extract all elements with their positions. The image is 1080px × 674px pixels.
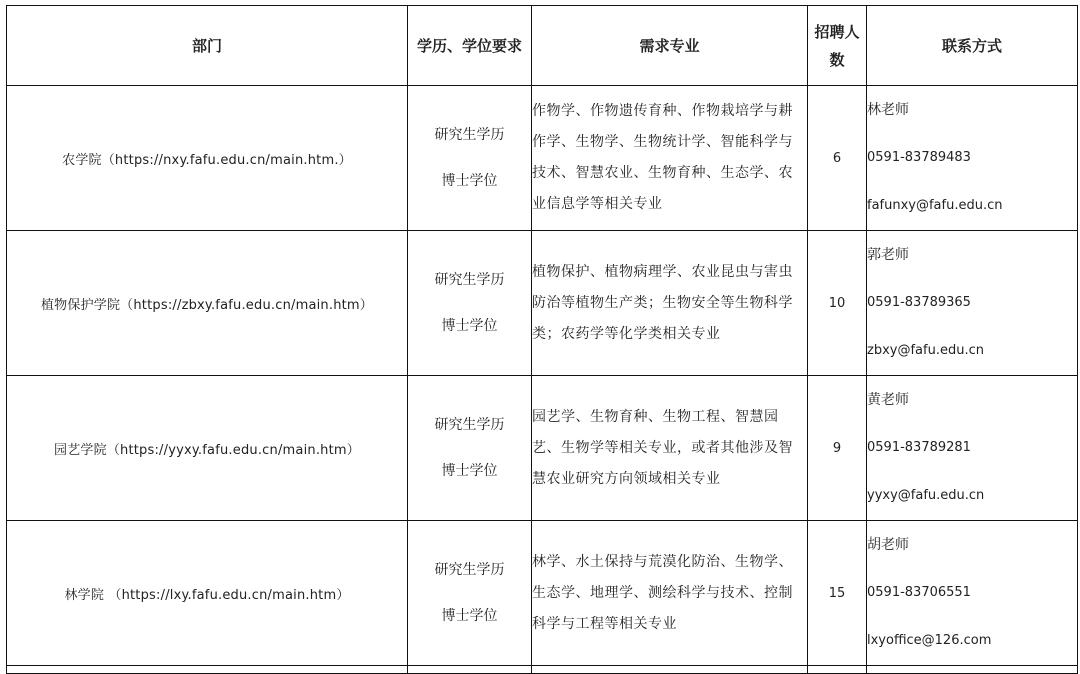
count-cell: 10: [808, 231, 867, 376]
contact-email: zbxy@fafu.edu.cn: [867, 343, 984, 358]
contact-email: fafunxy@fafu.edu.cn: [867, 198, 1003, 213]
contact-cell: [867, 231, 1078, 376]
dept-cell: 园艺学院（https://yyxy.fafu.edu.cn/main.htm）: [7, 376, 408, 521]
contact-name: 林老师: [867, 102, 909, 118]
edu-degree: 研究生学历: [434, 562, 505, 578]
contact-phone: 0591-83789281: [867, 440, 971, 455]
partial-cell: [808, 666, 867, 674]
recruitment-table: [6, 5, 1078, 674]
header-count-line2: 数: [829, 50, 845, 69]
edu-cell: [408, 231, 532, 376]
partial-cell: [7, 666, 408, 674]
dept-cell: 植物保护学院（https://zbxy.fafu.edu.cn/main.htm）: [7, 231, 408, 376]
edu-title: 博士学位: [441, 318, 498, 334]
header-edu: 学历、学位要求: [408, 6, 532, 86]
contact-phone: 0591-83706551: [867, 585, 971, 600]
contact-cell: [867, 376, 1078, 521]
major-cell: 园艺学、生物育种、生物工程、智慧园艺、生物学等相关专业，或者其他涉及智慧农业研究方向领域相关专业: [532, 376, 808, 521]
contact-cell: [867, 521, 1078, 666]
count-cell: 6: [808, 86, 867, 231]
count-cell: 9: [808, 376, 867, 521]
edu-cell: [408, 521, 532, 666]
header-contact: 联系方式: [867, 6, 1078, 86]
contact-phone: 0591-83789483: [867, 150, 971, 165]
table-row: [7, 231, 1078, 376]
table-row: [7, 86, 1078, 231]
contact-name: 郭老师: [867, 247, 909, 263]
edu-title: 博士学位: [441, 173, 498, 189]
edu-degree: 研究生学历: [434, 417, 505, 433]
header-count-line1: 招聘人: [814, 22, 860, 41]
major-cell: 作物学、作物遗传育种、作物栽培学与耕作学、生物学、生物统计学、智能科学与技术、智慧农业、生物育种、生态学、农业信息学等相关专业: [532, 86, 808, 231]
edu-cell: [408, 86, 532, 231]
table-row: [7, 376, 1078, 521]
partial-cell: [408, 666, 532, 674]
count-cell: 15: [808, 521, 867, 666]
contact-email: lxyoffice@126.com: [867, 633, 992, 648]
dept-cell: 林学院 （https://lxy.fafu.edu.cn/main.htm）: [7, 521, 408, 666]
edu-degree: 研究生学历: [434, 272, 505, 288]
major-cell: 林学、水土保持与荒漠化防治、生物学、生态学、地理学、测绘科学与技术、控制科学与工程等相关专业: [532, 521, 808, 666]
table-row: [7, 521, 1078, 666]
header-dept: 部门: [7, 6, 408, 86]
header-count: [808, 6, 867, 86]
table-header-row: [7, 6, 1078, 86]
contact-cell: [867, 86, 1078, 231]
major-cell: 植物保护、植物病理学、农业昆虫与害虫防治等植物生产类；生物安全等生物科学类；农药学等化学类相关专业: [532, 231, 808, 376]
partial-cell: [532, 666, 808, 674]
edu-cell: [408, 376, 532, 521]
table-row-partial: [7, 666, 1078, 674]
contact-phone: 0591-83789365: [867, 295, 971, 310]
edu-title: 博士学位: [441, 608, 498, 624]
header-major: 需求专业: [532, 6, 808, 86]
edu-title: 博士学位: [441, 463, 498, 479]
contact-email: yyxy@fafu.edu.cn: [867, 488, 985, 503]
dept-cell: 农学院（https://nxy.fafu.edu.cn/main.htm.）: [7, 86, 408, 231]
edu-degree: 研究生学历: [434, 127, 505, 143]
contact-name: 黄老师: [867, 392, 909, 408]
contact-name: 胡老师: [867, 537, 909, 553]
partial-cell: [867, 666, 1078, 674]
